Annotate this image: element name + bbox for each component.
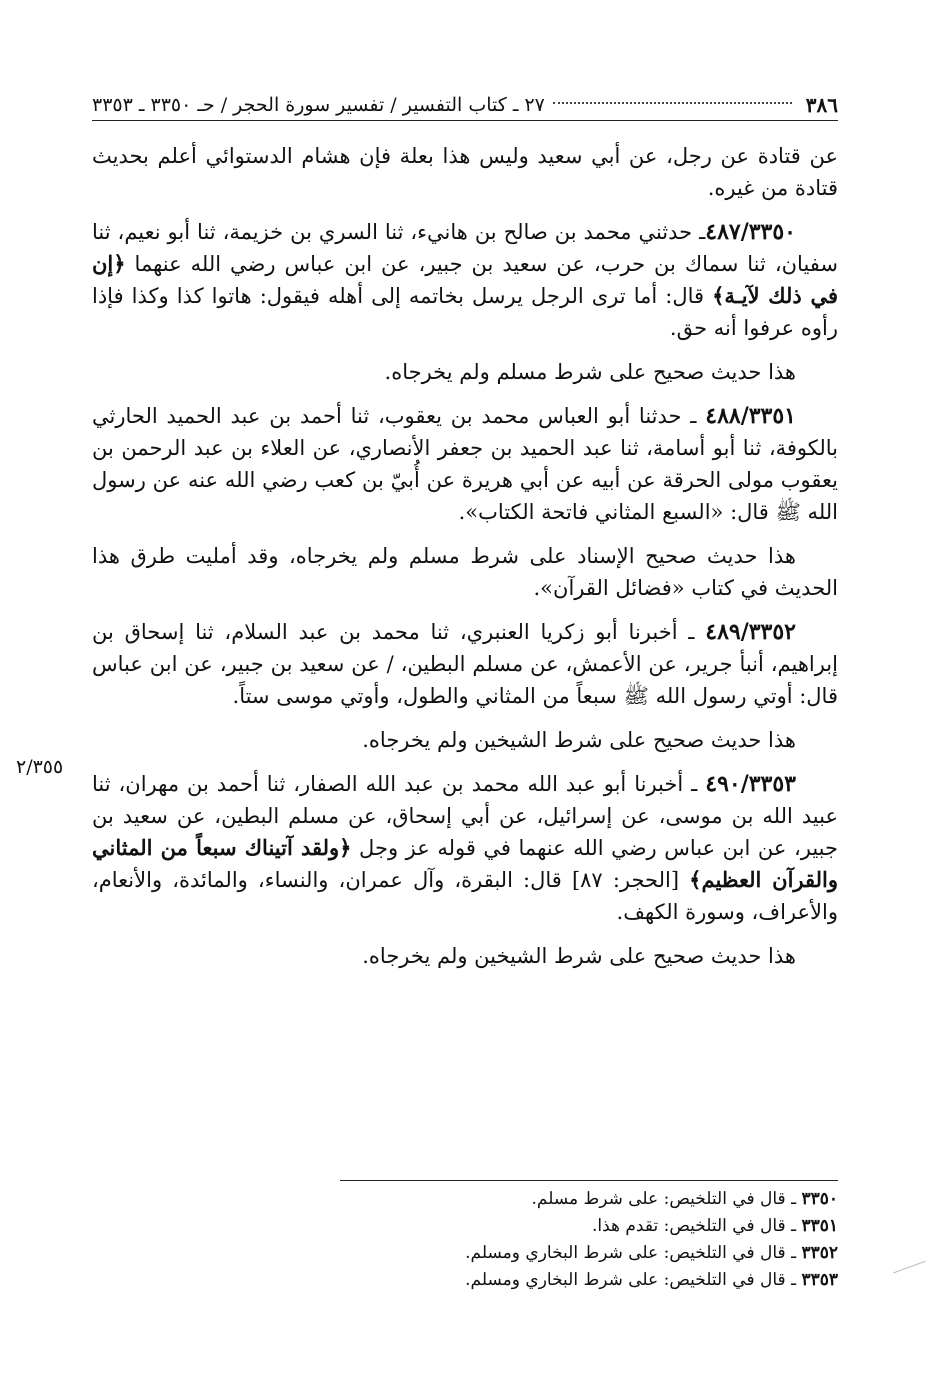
quran-verse: ﴿إن في ذلك لآيـة﴾ [92,251,838,308]
footnote-item [340,1213,838,1240]
hadith-number: ٤٨٩/٣٣٥٢ [705,619,796,645]
footnote-item [340,1267,838,1294]
hadith-number: ٤٩٠/٣٣٥٣ [705,771,796,797]
hadith-text: ـ حدثني محمد بن صالح بن هانيء، ثنا السري بن خزيمة، ثنا أبو نعيم، ثنا سفيان، ثنا سماك بن حرب، عن سعيد بن جبير، عن ابن عباس رضي الله عنهما [92,220,838,276]
footnote-text: ـ قال في التلخيص: على شرط البخاري ومسلم. [465,1270,802,1290]
hadith-3353 [92,768,838,928]
footnote-number: ٣٣٥٣ [801,1270,838,1290]
hadith-number: ٤٨٨/٣٣٥١ [705,403,796,429]
footnotes [340,1186,838,1294]
intro-paragraph: عن قتادة عن رجل، عن أبي سعيد وليس هذا بعلة فإن هشام الدستوائي أعلم بحديث قتادة من غيره. [92,144,838,200]
hadith-3351 [92,400,838,528]
footnote-text: ـ قال في التلخيص: على شرط البخاري ومسلم. [465,1243,802,1263]
hadith-number: ٤٨٧/٣٣٥٠ [705,219,796,245]
hadith-verdict: هذا حديث صحيح الإسناد على شرط مسلم ولم يخرجاه، وقد أمليت طرق هذا الحديث في كتاب «فضائل القرآن». [92,544,838,600]
footnote-item [340,1186,838,1213]
quran-verse: ﴿ولقد آتيناك سبعاً من المثاني والقرآن العظيم﴾ [92,835,838,892]
scan-stray-mark [893,1261,933,1294]
margin-volume-page-note: ٢/٣٥٥ [16,756,64,778]
footnote-separator [340,1180,838,1181]
hadith-text: ـ أخبرنا أبو زكريا العنبري، ثنا محمد بن عبد السلام، ثنا إسحاق بن إبراهيم، أنبأ جرير، عن الأعمش، عن مسلم البطين، / عن سعيد بن جبير، عن ابن عباس قال: أوتي رسول الله ﷺ سبعاً من المثاني والطول، وأوتي موسى ستاً. [92,620,838,708]
hadith-3350 [92,216,838,344]
hadith-text: ـ أخبرنا أبو عبد الله محمد بن عبد الله الصفار، ثنا أحمد بن مهران، ثنا عبيد الله بن موسى، عن إسرائيل، عن أبي إسحاق، عن مسلم البطين، عن سعيد بن جبير، عن ابن عباس رضي الله عنهما في قوله عز وجل [92,772,839,860]
running-header [92,90,838,121]
hadith-3352 [92,616,838,712]
main-text [92,140,838,984]
header-dot-leader [553,102,792,104]
footnote-text: ـ قال في التلخيص: على شرط مسلم. [531,1189,802,1209]
footnote-number: ٣٣٥١ [801,1216,838,1236]
hadith-text-continued: [الحجر: ٨٧] قال: البقرة، وآل عمران، والنساء، والمائدة، والأنعام، والأعراف، وسورة الكهف. [92,868,838,924]
hadith-text-continued: قال: أما ترى الرجل يرسل بخاتمه إلى أهله فيقول: هاتوا كذا وكذا فإذا رأوه عرفوا أنه حق. [92,284,838,340]
footnote-text: ـ قال في التلخيص: تقدم هذا. [591,1216,802,1236]
hadith-verdict: هذا حديث صحيح على شرط الشيخين ولم يخرجاه. [362,944,796,968]
page-number: ٣٨٦ [805,93,838,117]
hadith-verdict: هذا حديث صحيح على شرط مسلم ولم يخرجاه. [384,360,796,384]
footnote-number: ٣٣٥٢ [801,1243,838,1263]
running-title: ٢٧ ـ كتاب التفسير / تفسير سورة الحجر / حـ ٣٣٥٠ ـ ٣٣٥٣ [92,94,545,116]
hadith-text: ـ حدثنا أبو العباس محمد بن يعقوب، ثنا أحمد بن عبد الحميد الحارثي بالكوفة، ثنا أبو أسامة، ثنا عبد الحميد بن جعفر الأنصاري، عن العلاء بن عبد الرحمن بن يعقوب مولى الحرقة عن أبيه عن أبي هريرة عن أُبيّ بن كعب رضي الله عنه عن رسول الله ﷺ قال: «السبع المثاني فاتحة الكتاب». [92,404,838,524]
hadith-verdict: هذا حديث صحيح على شرط الشيخين ولم يخرجاه. [362,728,796,752]
footnote-item [340,1240,838,1267]
footnote-number: ٣٣٥٠ [801,1189,838,1209]
